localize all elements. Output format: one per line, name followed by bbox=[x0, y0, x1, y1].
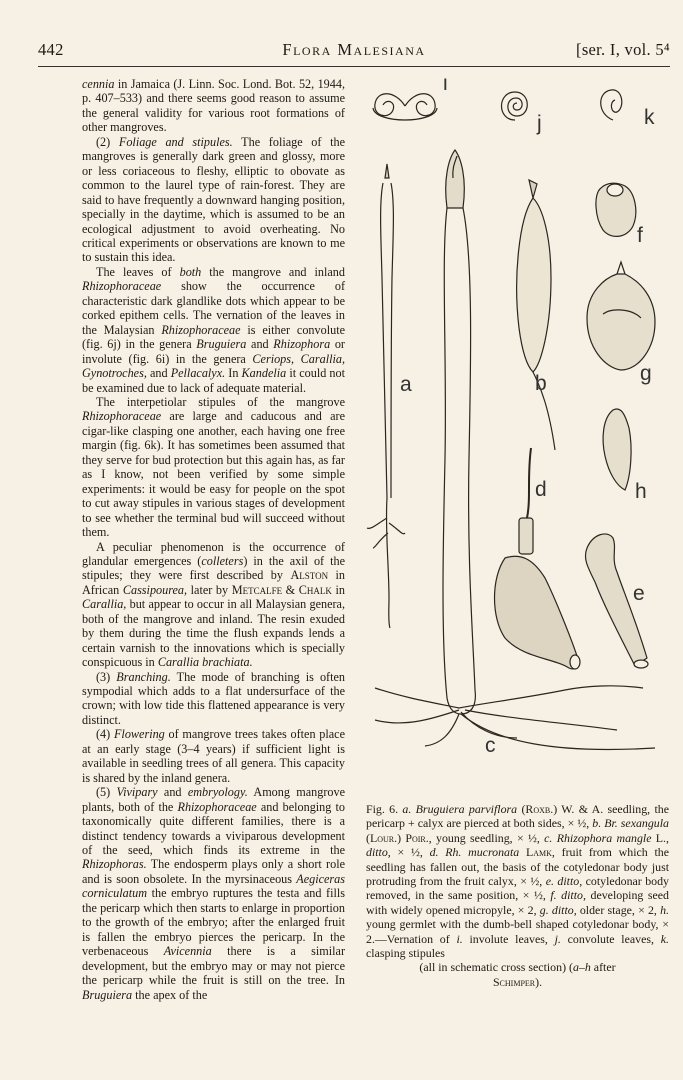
clasping-stipule-icon bbox=[601, 90, 622, 120]
seedling-a bbox=[367, 164, 405, 628]
body-paragraph-2: (2) Foliage and stipules. The foliage of the mangroves is generally dark green and glossy, more or less coriaceous to fleshy, elliptic to obovate as common to the laurel type of rain-forest. They are said to have frequently a downward hanging position, specially in the daytime, which is assumed to be an ecological adjustment to avoid overheating. No critical experiments or observations are known to me to sustain this idea. bbox=[82, 134, 346, 265]
label-a: a bbox=[400, 373, 412, 396]
germlet-h bbox=[603, 409, 631, 490]
caption-credit: Schimper). bbox=[492, 974, 543, 989]
body-paragraph-6: (3) Branching. The mode of branching is often sympodial which adds to a flat undersurface of the crown; with low tide this flattened appearance is very distinct. bbox=[82, 669, 346, 727]
label-e: e bbox=[633, 582, 645, 605]
seed-f bbox=[596, 183, 636, 236]
body-column bbox=[82, 77, 345, 1002]
body-paragraph-4: The interpetiolar stipules of the mangrove Rhizophoraceae are large and caducous and are cigar-like clasping one another, each having one free margin (fig. 6k). It has sometimes been assumed that they serve for bud protection but this again has, as far as I know, not been verified by some simple experiments: it would be easy for people on the spot to cut away stipules in various stages of development to see whether the terminal bud will succeed without them. bbox=[82, 394, 345, 540]
label-g: g bbox=[640, 362, 652, 385]
header-rule bbox=[38, 66, 670, 67]
figure-6 bbox=[355, 78, 673, 798]
series-volume: [ser. I, vol. 5⁴ bbox=[576, 40, 670, 59]
body-paragraph-5: A peculiar phenomenon is the occurrence of glandular emergences (colleters) in the axil of the stipules; they were first described by Alston in African Cassipourea, later by Metcalfe & Chalk in Carallia, but appear to occur in all Malaysian genera, both of the mangrove and inland. The resin exuded by them during the time the flush expands lends a certain varnish to the innovations which is specially conspicuous in Carallia brachiata. bbox=[82, 539, 345, 670]
body-paragraph-3: The leaves of both the mangrove and inland Rhizophoraceae show the occurrence of characteristic dark glandlike dots which appear to be corked epithem cells. The vernation of the leaves in the Malaysian Rhizophoraceae is either convolute (fig. 6j) in the genera Bruguiera and Rhizophora or involute (fig. 6i) in the genera Ceriops, Carallia, Gynotroches, and Pellacalyx. In Kandelia it could not be examined due to lack of adequate material. bbox=[82, 264, 345, 395]
label-h: h bbox=[635, 480, 647, 503]
body-paragraph-7: (4) Flowering of mangrove trees takes often place at an early stage (3–4 years) if sufficient light is available in seedling trees of all genera. This capacity is shared by the inland genera. bbox=[82, 727, 346, 785]
label-i: i bbox=[443, 78, 448, 95]
running-header bbox=[38, 40, 670, 64]
label-f: f bbox=[637, 224, 643, 247]
label-d: d bbox=[535, 478, 547, 501]
caption-end: (all in schematic cross section) (a–h after bbox=[419, 960, 616, 975]
label-k: k bbox=[644, 106, 655, 129]
convolute-vernation-icon bbox=[502, 92, 528, 120]
page-number: 442 bbox=[38, 40, 64, 59]
involute-vernation-icon bbox=[373, 94, 437, 120]
body-paragraph-8: (5) Vivipary and embryology. Among mangrove plants, both of the Rhizophoraceae and belonging to taxonomically quite different families, there is a distinct tendency towards a viviparous development of the seed, which finds its extreme in the Rhizophoras. The endosperm plays only a short role and is soon obsolete. In the myrsinaceous Aegiceras corniculatum the embryo ruptures the testa and fills the pericarp which then starts to enlarge in proportion to the growth of the embryo; after the enlarged fruit is fallen the embryo pierces the pericarp. In the verbenaceous Avicennia there is a similar development, but the embryo may or may not pierce the pericarp while the fruit is still on the tree. In Bruguiera the apex of the bbox=[82, 785, 345, 1002]
figure-caption bbox=[366, 802, 669, 989]
journal-title: Flora Malesiana bbox=[282, 40, 426, 59]
botanical-illustration bbox=[355, 78, 673, 798]
seed-g bbox=[587, 262, 655, 370]
body-paragraph-1: cennia in Jamaica (J. Linn. Soc. Lond. Bot. 52, 1944, p. 407–533) and there seems good reason to assume the general validity for various root formations of other mangroves. bbox=[82, 77, 345, 135]
caption-text: Fig. 6. a. Bruguiera parviflora (Roxb.) W. & A. seedling, the pericarp + calyx are pierced at both sides, × ½, b. Br. sexangula (Lour.) Poir., young seedling, × ½, c. Rhizophora mangle L., ditto, × ½, d. Rh. mucronata Lamk, fruit from which the seedling has fallen out, the basis of the cotyledonar body just protruding from the fruit calyx, × ½, e. ditto, cotyledonar body removed, in the same position, × ½, f. ditto, developing seed with widely opened micropyle, × 2, g. ditto, older stage, × 2, h. young germlet with the dumb-bell shaped cotyledonar body, × 2.—Vernation of i. involute leaves, j. convolute leaves, k. clasping stipules bbox=[366, 802, 669, 961]
label-c: c bbox=[485, 734, 496, 757]
seedling-b bbox=[517, 180, 555, 450]
label-j: j bbox=[537, 112, 542, 135]
label-b: b bbox=[535, 372, 547, 395]
